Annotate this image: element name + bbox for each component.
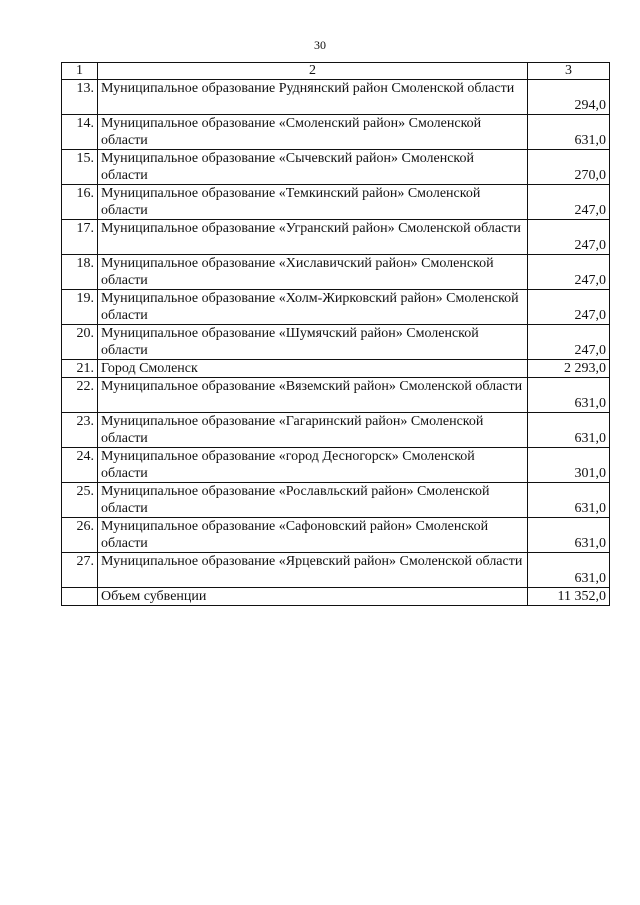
subsidy-amount: 247,0 <box>528 255 610 290</box>
table-row <box>62 483 610 518</box>
municipality-name: Муниципальное образование «Хиславичский район» Смоленской области <box>98 255 528 290</box>
municipality-name: Муниципальное образование «Сафоновский район» Смоленской области <box>98 518 528 553</box>
subsidy-amount: 294,0 <box>528 80 610 115</box>
total-amount: 11 352,0 <box>528 588 610 606</box>
row-number: 19. <box>62 290 98 325</box>
table-row <box>62 150 610 185</box>
row-number: 18. <box>62 255 98 290</box>
subsidy-amount: 631,0 <box>528 483 610 518</box>
municipality-name: Муниципальное образование «Ярцевский район» Смоленской области <box>98 553 528 588</box>
table-row <box>62 185 610 220</box>
row-number: 15. <box>62 150 98 185</box>
subsidy-amount: 631,0 <box>528 518 610 553</box>
municipality-name: Муниципальное образование «Вяземский район» Смоленской области <box>98 378 528 413</box>
table-row <box>62 325 610 360</box>
row-number: 23. <box>62 413 98 448</box>
municipality-name: Муниципальное образование «Холм-Жирковский район» Смоленской области <box>98 290 528 325</box>
subsidy-amount: 301,0 <box>528 448 610 483</box>
subsidy-amount: 247,0 <box>528 185 610 220</box>
row-number: 27. <box>62 553 98 588</box>
table-row <box>62 290 610 325</box>
row-number: 16. <box>62 185 98 220</box>
municipality-name: Муниципальное образование Руднянский район Смоленской области <box>98 80 528 115</box>
table-row <box>62 360 610 378</box>
row-number: 13. <box>62 80 98 115</box>
table-row <box>62 255 610 290</box>
row-number: 14. <box>62 115 98 150</box>
table-row <box>62 518 610 553</box>
row-number: 26. <box>62 518 98 553</box>
total-row-number <box>62 588 98 606</box>
municipality-name: Муниципальное образование «Гагаринский район» Смоленской области <box>98 413 528 448</box>
municipality-name: Муниципальное образование «Смоленский район» Смоленской области <box>98 115 528 150</box>
table-row <box>62 378 610 413</box>
subsidy-amount: 247,0 <box>528 220 610 255</box>
table-row <box>62 80 610 115</box>
row-number: 21. <box>62 360 98 378</box>
municipality-name: Муниципальное образование «Темкинский район» Смоленской области <box>98 185 528 220</box>
table-row <box>62 448 610 483</box>
row-number: 22. <box>62 378 98 413</box>
table-row <box>62 220 610 255</box>
subsidy-amount: 631,0 <box>528 115 610 150</box>
subsidy-amount: 2 293,0 <box>528 360 610 378</box>
page-number: 30 <box>314 38 326 52</box>
column-header-amount: 3 <box>528 63 610 80</box>
subsidy-amount: 247,0 <box>528 290 610 325</box>
row-number: 24. <box>62 448 98 483</box>
municipality-name: Город Смоленск <box>98 360 528 378</box>
subsidy-table <box>61 62 610 606</box>
table-total-row <box>62 588 610 606</box>
subsidy-amount: 631,0 <box>528 378 610 413</box>
subsidy-amount: 631,0 <box>528 413 610 448</box>
table-row <box>62 553 610 588</box>
row-number: 17. <box>62 220 98 255</box>
municipality-name: Муниципальное образование «Угранский район» Смоленской области <box>98 220 528 255</box>
table-row <box>62 115 610 150</box>
column-header-name: 2 <box>98 63 528 80</box>
row-number: 25. <box>62 483 98 518</box>
table-row <box>62 413 610 448</box>
subsidy-amount: 247,0 <box>528 325 610 360</box>
municipality-name: Муниципальное образование «Рославльский район» Смоленской области <box>98 483 528 518</box>
table-header-row <box>62 63 610 80</box>
row-number: 20. <box>62 325 98 360</box>
subsidy-amount: 270,0 <box>528 150 610 185</box>
municipality-name: Муниципальное образование «Шумячский район» Смоленской области <box>98 325 528 360</box>
column-header-number: 1 <box>62 63 98 80</box>
municipality-name: Муниципальное образование «Сычевский район» Смоленской области <box>98 150 528 185</box>
municipality-name: Муниципальное образование «город Десногорск» Смоленской области <box>98 448 528 483</box>
subsidy-amount: 631,0 <box>528 553 610 588</box>
total-label: Объем субвенции <box>98 588 528 606</box>
